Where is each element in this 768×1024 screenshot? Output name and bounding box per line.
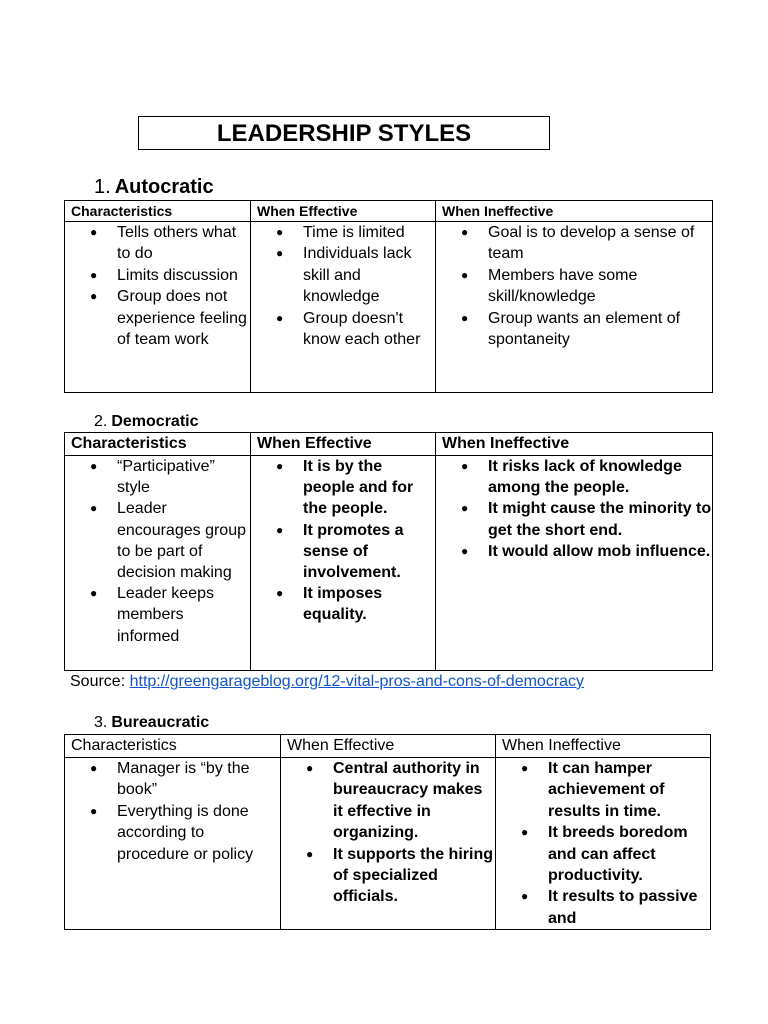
bullet-list [496,758,710,929]
list-item: ● Goal is to develop a sense of team [436,222,712,265]
bullet-list [65,456,250,647]
list-item: ● It promotes a sense of involvement. [251,520,435,584]
bullet-list [436,456,712,562]
column-header: Characteristics [65,433,251,456]
column-header: When Effective [281,735,496,758]
section-title: Bureaucratic [111,714,210,731]
source-link[interactable]: http://greengarageblog.org/12-vital-pros-and-cons-of-democracy [129,673,585,690]
section-number: 2. [94,413,108,430]
list-item: ● Manager is “by the book” [65,758,280,801]
section-number: 1. [94,176,111,198]
list-item: ● It would allow mob influence. [436,541,712,562]
list-item: ● Leader keeps members informed [65,583,250,647]
list-item: ● It imposes equality. [251,583,435,625]
section-title: Democratic [111,413,199,430]
column-header: Characteristics [65,735,281,758]
list-item: ● It risks lack of knowledge among the people. [436,456,712,498]
democratic-table [64,432,713,671]
section-heading-autocratic [94,176,214,199]
when-ineffective-cell [496,758,711,930]
list-item: ● It is by the people and for the people. [251,456,435,520]
list-item: ● It breeds boredom and can affect productivity. [496,822,710,886]
bureaucratic-table [64,734,711,930]
list-item: ● Tells others what to do [65,222,250,265]
list-item: ● It results to passive and [496,886,710,929]
table-header-row [65,201,713,222]
column-header: When Effective [251,433,436,456]
list-item: ● Limits discussion [65,265,250,286]
bullet-list [251,456,435,626]
list-item: ● Time is limited [251,222,435,243]
list-item: ● “Participative” style [65,456,250,498]
section-heading-democratic [94,413,199,431]
bullet-list [251,222,435,350]
source-line [70,672,584,692]
bullet-list [281,758,495,908]
column-header: When Effective [251,201,436,222]
characteristics-cell [65,456,251,671]
list-item: ● Individuals lack skill and knowledge [251,243,435,307]
autocratic-table [64,200,713,393]
section-title: Autocratic [114,176,214,198]
characteristics-cell [65,758,281,930]
bullet-list [65,222,250,350]
table-header-row [65,433,713,456]
list-item: ● It supports the hiring of specialized officials. [281,844,495,908]
table-row [65,758,711,930]
bullet-list [65,758,280,865]
table-row [65,222,713,393]
list-item: ● Group does not experience feeling of team work [65,286,250,350]
list-item: ● Group doesn't know each other [251,308,435,351]
list-item: ● Members have some skill/knowledge [436,265,712,308]
column-header: When Ineffective [436,433,713,456]
table-header-row [65,735,711,758]
source-label: Source: [70,673,130,690]
list-item: ● It can hamper achievement of results in time. [496,758,710,822]
list-item: ● Central authority in bureaucracy makes it effective in organizing. [281,758,495,844]
document-title: LEADERSHIP STYLES [138,116,550,150]
when-ineffective-cell [436,456,713,671]
section-heading-bureaucratic [94,714,209,732]
when-effective-cell [281,758,496,930]
list-item: ● Group wants an element of spontaneity [436,308,712,351]
column-header: Characteristics [65,201,251,222]
table-row [65,456,713,671]
list-item: ● It might cause the minority to get the short end. [436,498,712,540]
when-effective-cell [251,222,436,393]
column-header: When Ineffective [496,735,711,758]
when-effective-cell [251,456,436,671]
column-header: When Ineffective [436,201,713,222]
section-number: 3. [94,714,108,731]
bullet-list [436,222,712,350]
when-ineffective-cell [436,222,713,393]
characteristics-cell [65,222,251,393]
list-item: ● Everything is done according to procedure or policy [65,801,280,865]
list-item: ● Leader encourages group to be part of decision making [65,498,250,583]
